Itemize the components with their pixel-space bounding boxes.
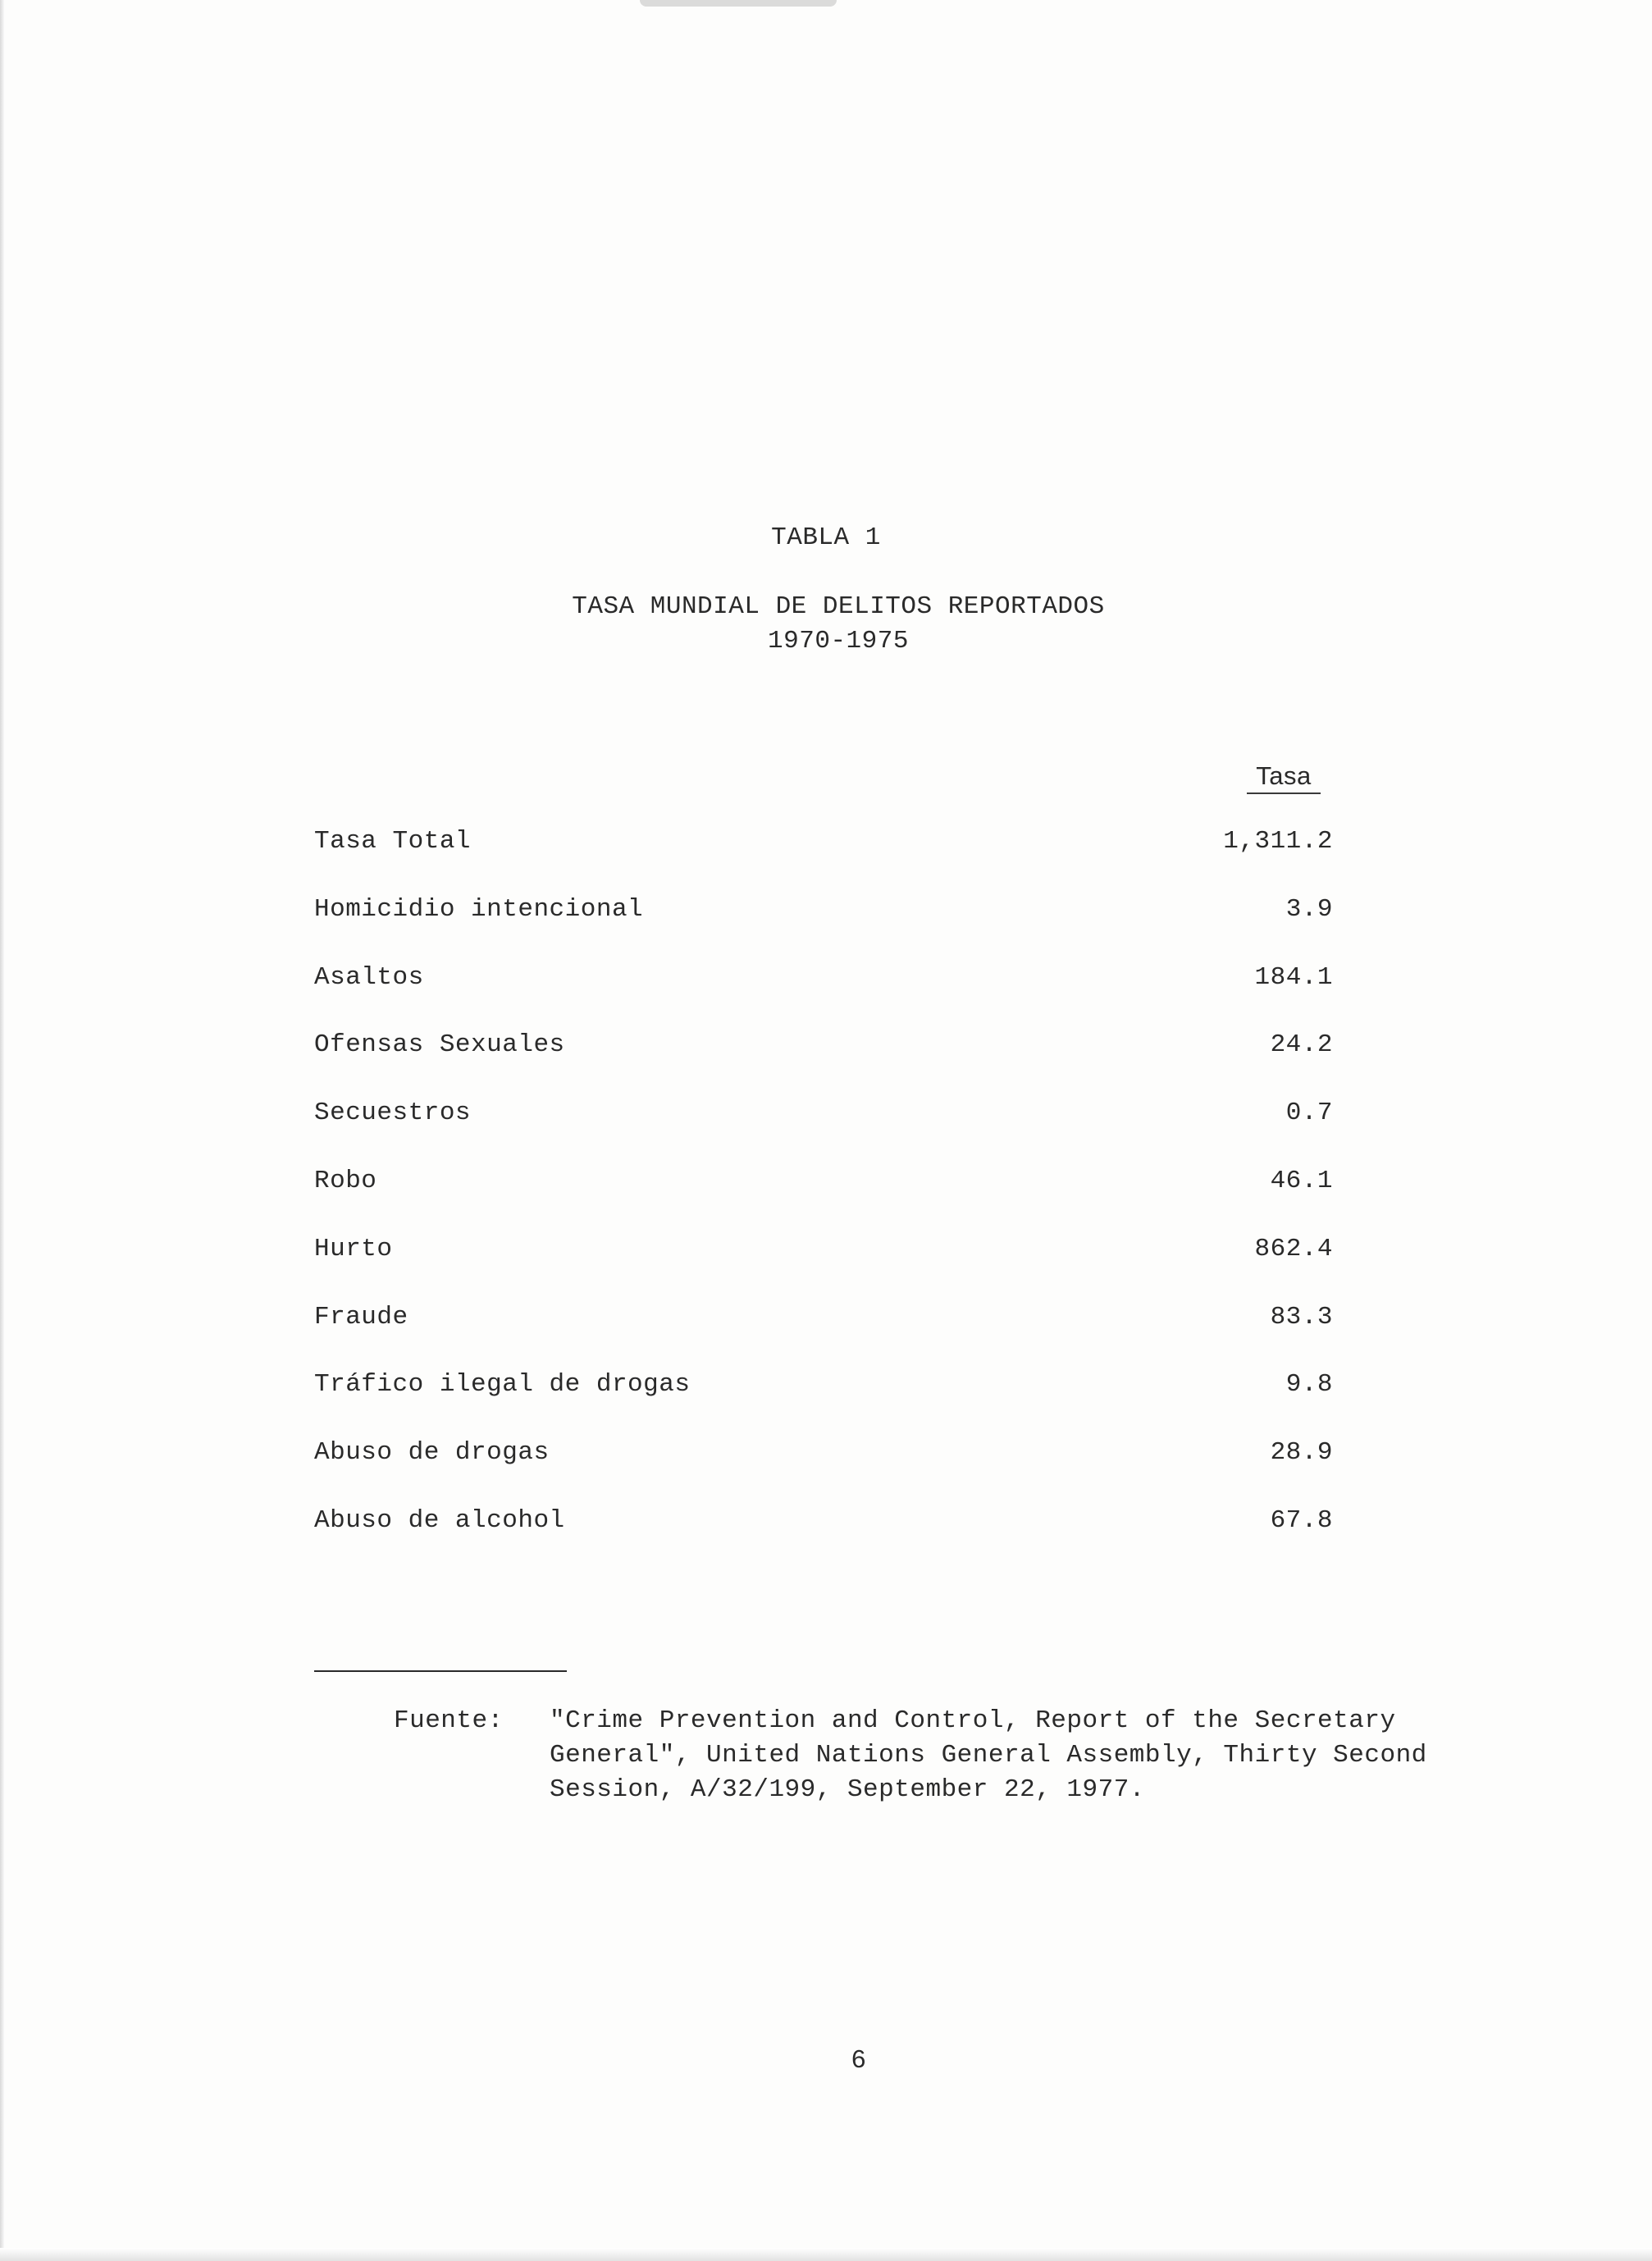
table-row-value: 83.3 (1270, 1303, 1333, 1331)
table-row-value: 3.9 (1285, 895, 1333, 924)
table-row-label: Fraude (314, 1303, 408, 1331)
table-row-value: 0.7 (1285, 1099, 1333, 1127)
footnote-divider (314, 1670, 567, 1672)
table-period: 1970-1975 (768, 627, 909, 655)
table-row-label: Secuestros (314, 1099, 472, 1127)
table-row-value: 1,311.2 (1223, 827, 1333, 856)
scan-edge-bottom (0, 2248, 1652, 2261)
column-header-tasa: Tasa (1247, 761, 1321, 794)
scan-edge-left (0, 0, 5, 2261)
table-row-value: 862.4 (1254, 1235, 1333, 1263)
footnote-line: Session, A/32/199, September 22, 1977. (550, 1775, 1145, 1804)
table-row-value: 184.1 (1254, 963, 1333, 992)
footnote-source-label: Fuente: (394, 1706, 504, 1735)
table-row-label: Abuso de alcohol (314, 1506, 565, 1535)
table-number: TABLA 1 (771, 523, 881, 552)
scan-smudge (640, 0, 837, 7)
table-row-value: 24.2 (1270, 1030, 1333, 1059)
table-row-value: 9.8 (1285, 1370, 1333, 1399)
table-row-label: Robo (314, 1167, 377, 1195)
table-title: TASA MUNDIAL DE DELITOS REPORTADOS (572, 592, 1105, 621)
footnote-line: General", United Nations General Assembly, Thirty Second (550, 1741, 1427, 1770)
table-row-label: Ofensas Sexuales (314, 1030, 565, 1059)
table-row-label: Tráfico ilegal de drogas (314, 1370, 691, 1399)
table-row-value: 28.9 (1270, 1438, 1333, 1467)
table-row-value: 67.8 (1270, 1506, 1333, 1535)
footnote-line: "Crime Prevention and Control, Report of the Secretary (550, 1706, 1396, 1735)
table-row-label: Hurto (314, 1235, 393, 1263)
table-row-label: Asaltos (314, 963, 424, 992)
table-row-label: Abuso de drogas (314, 1438, 550, 1467)
page-number: 6 (851, 2044, 866, 2073)
table-row-label: Homicidio intencional (314, 895, 644, 924)
table-row-label: Tasa Total (314, 827, 472, 856)
table-row-value: 46.1 (1270, 1167, 1333, 1195)
